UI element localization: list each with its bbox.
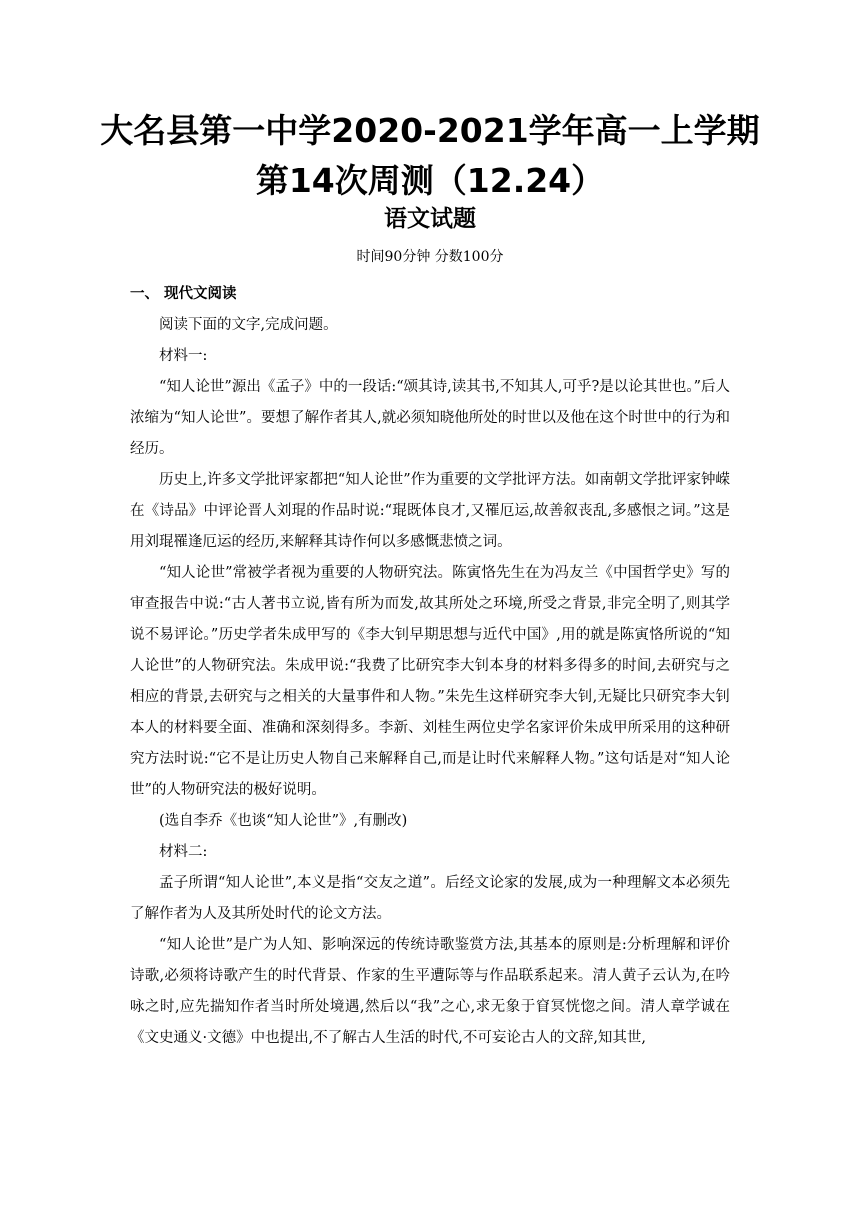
paragraph: “知人论世”常被学者视为重要的人物研究法。陈寅恪先生在为冯友兰《中国哲学史》写的审查报告中说:“古人著书立说,皆有所为而发,故其所处之环境,所受之背景,非完全明了,则其学说不易评论。”历史学者朱成甲写的《李大钊早期思想与近代中国》,用的就是陈寅恪所说的“知人论世”的人物研究法。朱成甲说:“我费了比研究李大钊本身的材料多得多的时间,去研究与之相应的背景,去研究与之相关的大量事件和人物。”朱先生这样研究李大钊,无疑比只研究李大钊本人的材料要全面、准确和深刻得多。李新、刘桂生两位史学名家评价朱成甲所采用的这种研究方法时说:“它不是让历史人物自己来解释自己,而是让时代来解释人物。”这句话是对“知人论世”的人物研究法的极好说明。 [130, 565, 730, 798]
page-title: 大名县第一中学2020-2021学年高一上学期第14次周测（12.24） [100, 111, 760, 200]
material-one-label: 材料一: [159, 348, 208, 364]
paragraph: 历史上,许多文学批评家都把“知人论世”作为重要的文学批评方法。如南朝文学批评家钟嵘在《诗品》中评论晋人刘琨的作品时说:“琨既体良才,又罹厄运,故善叙丧乱,多感恨之词。”这是用刘琨罹逢厄运的经历,来解释其诗作何以多感慨悲愤之词。 [130, 472, 730, 550]
source-citation: (选自李乔《也谈“知人论世”》,有删改) [159, 813, 408, 829]
paragraph: “知人论世”是广为人知、影响深远的传统诗歌鉴赏方法,其基本的原则是:分析理解和评价诗歌,必须将诗歌产生的时代背景、作家的生平遭际等与作品联系起来。清人黄子云认为,在吟咏之时,应先揣知作者当时所处境遇,然后以“我”之心,求无象于窅冥恍惚之间。清人章学诚在《文史通义·文德》中也提出,不了解古人生活的时代,不可妄论古人的文辞,知其世, [130, 937, 730, 1046]
page-subtitle: 语文试题 [384, 206, 476, 232]
section-heading: 一、 现代文阅读 [130, 286, 237, 302]
instruction-paragraph: 阅读下面的文字,完成问题。 [159, 317, 338, 333]
material-two-label: 材料二: [159, 844, 208, 860]
paragraph: “知人论世”源出《孟子》中的一段话:“颂其诗,读其书,不知其人,可乎?是以论其世也。”后人浓缩为“知人论世”。要想了解作者其人,就必须知晓他所处的时世以及他在这个时世中的行为和经历。 [130, 379, 730, 457]
article-body [130, 310, 730, 1054]
paragraph: 孟子所谓“知人论世”,本义是指“交友之道”。后经文论家的发展,成为一种理解文本必须先了解作者为人及其所处时代的论文方法。 [130, 875, 730, 922]
exam-time-info: 时间90分钟 分数100分 [356, 249, 504, 265]
